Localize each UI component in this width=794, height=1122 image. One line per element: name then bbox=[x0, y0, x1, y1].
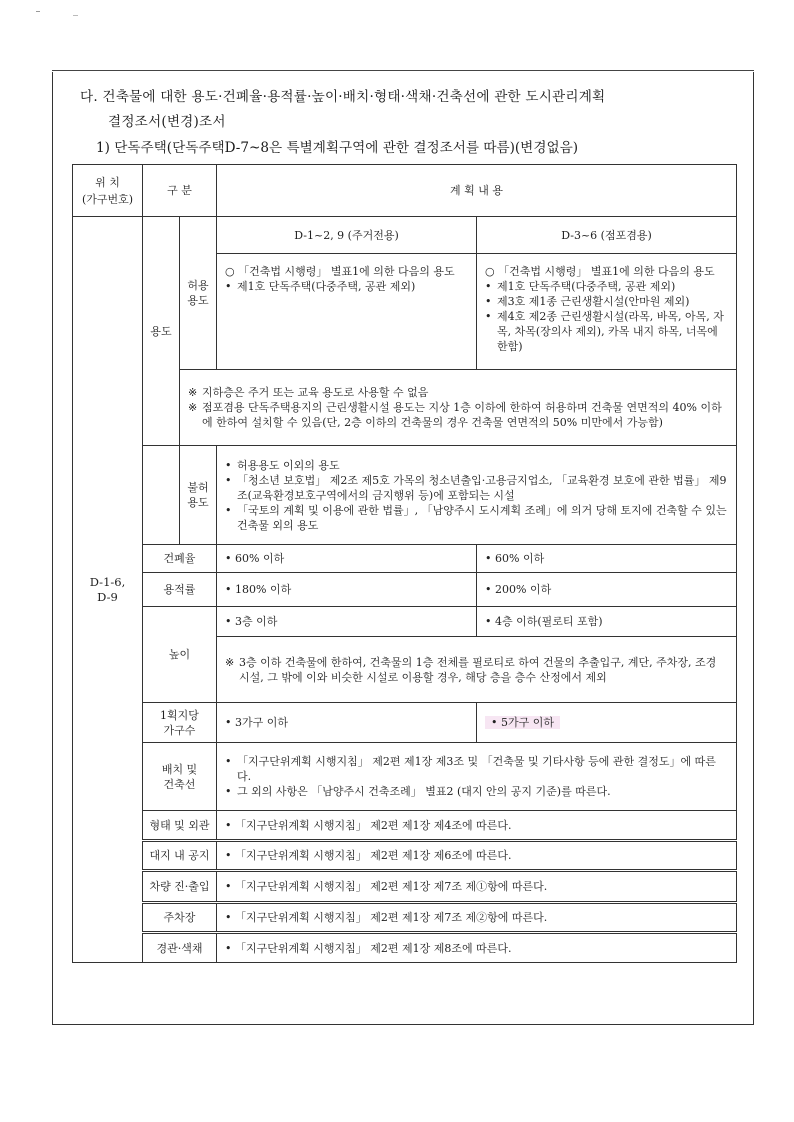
list-item: • 제1호 단독주택(다중주택, 공관 제외) bbox=[485, 280, 676, 293]
colB-title: D-3~6 (점포겸용) bbox=[477, 217, 737, 254]
form-label: 형태 및 외관 bbox=[143, 811, 217, 841]
list-item: • 그 외의 사항은 「남양주시 건축조례」 별표2 (대지 안의 공지 기준)를 따른다. bbox=[225, 785, 611, 798]
scan-speck bbox=[36, 11, 40, 12]
colB-allowed-cell bbox=[477, 254, 737, 370]
forbidden-list bbox=[225, 458, 728, 533]
list-item: • 「지구단위계획 시행지침」 제2편 제1장 제3조 및 「건축물 및 기타사항 등에 관한 결정도」에 따른다. bbox=[225, 755, 716, 783]
list-item: • 제1호 단독주택(다중주택, 공관 제외) bbox=[225, 280, 416, 293]
colA-allowed-cell bbox=[217, 254, 477, 370]
height-a: • 3층 이하 bbox=[217, 607, 477, 637]
placement-label-text: 배치 및 건축선 bbox=[161, 762, 198, 791]
placement-cell bbox=[217, 743, 737, 811]
landscape-label: 경관·색채 bbox=[143, 933, 217, 963]
forbidden-use-label-text: 불허 용도 bbox=[187, 481, 209, 509]
forbidden-use-cell bbox=[217, 446, 737, 545]
far-a: • 180% 이하 bbox=[217, 573, 477, 607]
location-text: D-1-6, D-9 bbox=[89, 574, 126, 604]
section-heading-cont: 결정조서(변경)조서 bbox=[108, 114, 226, 130]
use-label-spacer bbox=[143, 446, 180, 545]
list-item: • 「청소년 보호법」 제2조 제5호 가목의 청소년출입·고용금지업소, 「교육환경 보호에 관한 법률」 제9조(교육환경보호구역에서의 금지행위 등)에 포함되는 시설 bbox=[225, 473, 727, 502]
use-note: ※ 점포겸용 단독주택용지의 근린생활시설 용도는 지상 1층 이하에 한하여 허용하며 건축물 연면적의 40% 이하에 한하여 설치할 수 있음(단, 2층 이하의 건축물의 경우 건축물 연면적의 50% 미만에서 가능함) bbox=[188, 401, 722, 429]
list-item: • 「국토의 계획 및 이용에 관한 법률」, 「남양주시 도시계획 조례」에 의거 당해 토지에 건축할 수 있는 건축물 외의 용도 bbox=[225, 503, 727, 532]
subsection-title: 1) 단독주택(단독주택D-7~8은 특별계획구역에 관한 결정조서를 따름)(변경없음) bbox=[96, 140, 579, 156]
households-a: • 3가구 이하 bbox=[217, 703, 477, 743]
parking-label: 주차장 bbox=[143, 903, 217, 933]
coverage-a: • 60% 이하 bbox=[217, 545, 477, 573]
height-note: ※ 3층 이하 건축물에 한하여, 건축물의 1층 전체를 필로티로 하여 건물의 추출입구, 계단, 주차장, 조경 시설, 그 밖에 이와 비슷한 시설로 이용할 경우, 해당 층을 층수 산정에서 제외 bbox=[225, 655, 717, 684]
placement-list bbox=[225, 754, 728, 799]
header-location-text: 위 치 (가구번호) bbox=[81, 175, 134, 206]
coverage-b: • 60% 이하 bbox=[477, 545, 737, 573]
list-item: • 제3호 제1종 근린생활시설(안마원 제외) bbox=[485, 295, 690, 308]
allowed-use-label bbox=[180, 217, 217, 370]
use-label: 용도 bbox=[143, 217, 180, 446]
households-b: • 5가구 이하 bbox=[477, 703, 737, 743]
far-b: • 200% 이하 bbox=[477, 573, 737, 607]
section-heading: 다. 건축물에 대한 용도·건폐율·용적률·높이·배치·형태·색채·건축선에 관한 도시관리계획 bbox=[80, 89, 606, 105]
open-space-label: 대지 내 공지 bbox=[143, 841, 217, 871]
placement-label bbox=[143, 743, 217, 811]
parking-text: • 「지구단위계획 시행지침」 제2편 제1장 제7조 제②항에 따른다. bbox=[217, 903, 737, 933]
colA-intro: ○ 「건축법 시행령」 별표1에 의한 다음의 용도 bbox=[225, 265, 455, 278]
plan-table bbox=[72, 164, 737, 963]
header-division: 구 분 bbox=[143, 165, 217, 217]
location-cell bbox=[73, 217, 143, 963]
allowed-use-label-text: 허용 용도 bbox=[187, 279, 209, 307]
height-label: 높이 bbox=[143, 607, 217, 703]
use-notes-cell bbox=[180, 370, 737, 446]
vehicle-access-label: 차량 진·출입 bbox=[143, 871, 217, 903]
coverage-label: 건폐율 bbox=[143, 545, 217, 573]
frame-top-rule bbox=[52, 70, 754, 71]
header-location bbox=[73, 165, 143, 217]
households-label bbox=[143, 703, 217, 743]
header-plan: 계 획 내 용 bbox=[217, 165, 737, 217]
height-note-cell bbox=[217, 637, 737, 703]
scan-speck bbox=[73, 15, 78, 16]
far-label: 용적률 bbox=[143, 573, 217, 607]
landscape-text: • 「지구단위계획 시행지침」 제2편 제1장 제8조에 따른다. bbox=[217, 933, 737, 963]
vehicle-access-text: • 「지구단위계획 시행지침」 제2편 제1장 제7조 제①항에 따른다. bbox=[217, 871, 737, 903]
open-space-text: • 「지구단위계획 시행지침」 제2편 제1장 제6조에 따른다. bbox=[217, 841, 737, 871]
households-label-text: 1획지당 가구수 bbox=[160, 708, 199, 737]
use-note: ※ 지하층은 주거 또는 교육 용도로 사용할 수 없음 bbox=[188, 386, 429, 399]
list-item: • 제4호 제2종 근린생활시설(라목, 바목, 아목, 자목, 차목(장의사 제외), 카목 내지 하목, 너목에 한함) bbox=[485, 310, 724, 353]
colB-intro: ○ 「건축법 시행령」 별표1에 의한 다음의 용도 bbox=[485, 265, 715, 278]
colA-allowed-list bbox=[225, 279, 468, 294]
colB-allowed-list bbox=[485, 279, 728, 354]
form-text: • 「지구단위계획 시행지침」 제2편 제1장 제4조에 따른다. bbox=[217, 811, 737, 841]
forbidden-use-label bbox=[180, 446, 217, 545]
height-b: • 4층 이하(필로티 포함) bbox=[477, 607, 737, 637]
colA-title: D-1~2, 9 (주거전용) bbox=[217, 217, 477, 254]
list-item: • 허용용도 이외의 용도 bbox=[225, 458, 340, 472]
